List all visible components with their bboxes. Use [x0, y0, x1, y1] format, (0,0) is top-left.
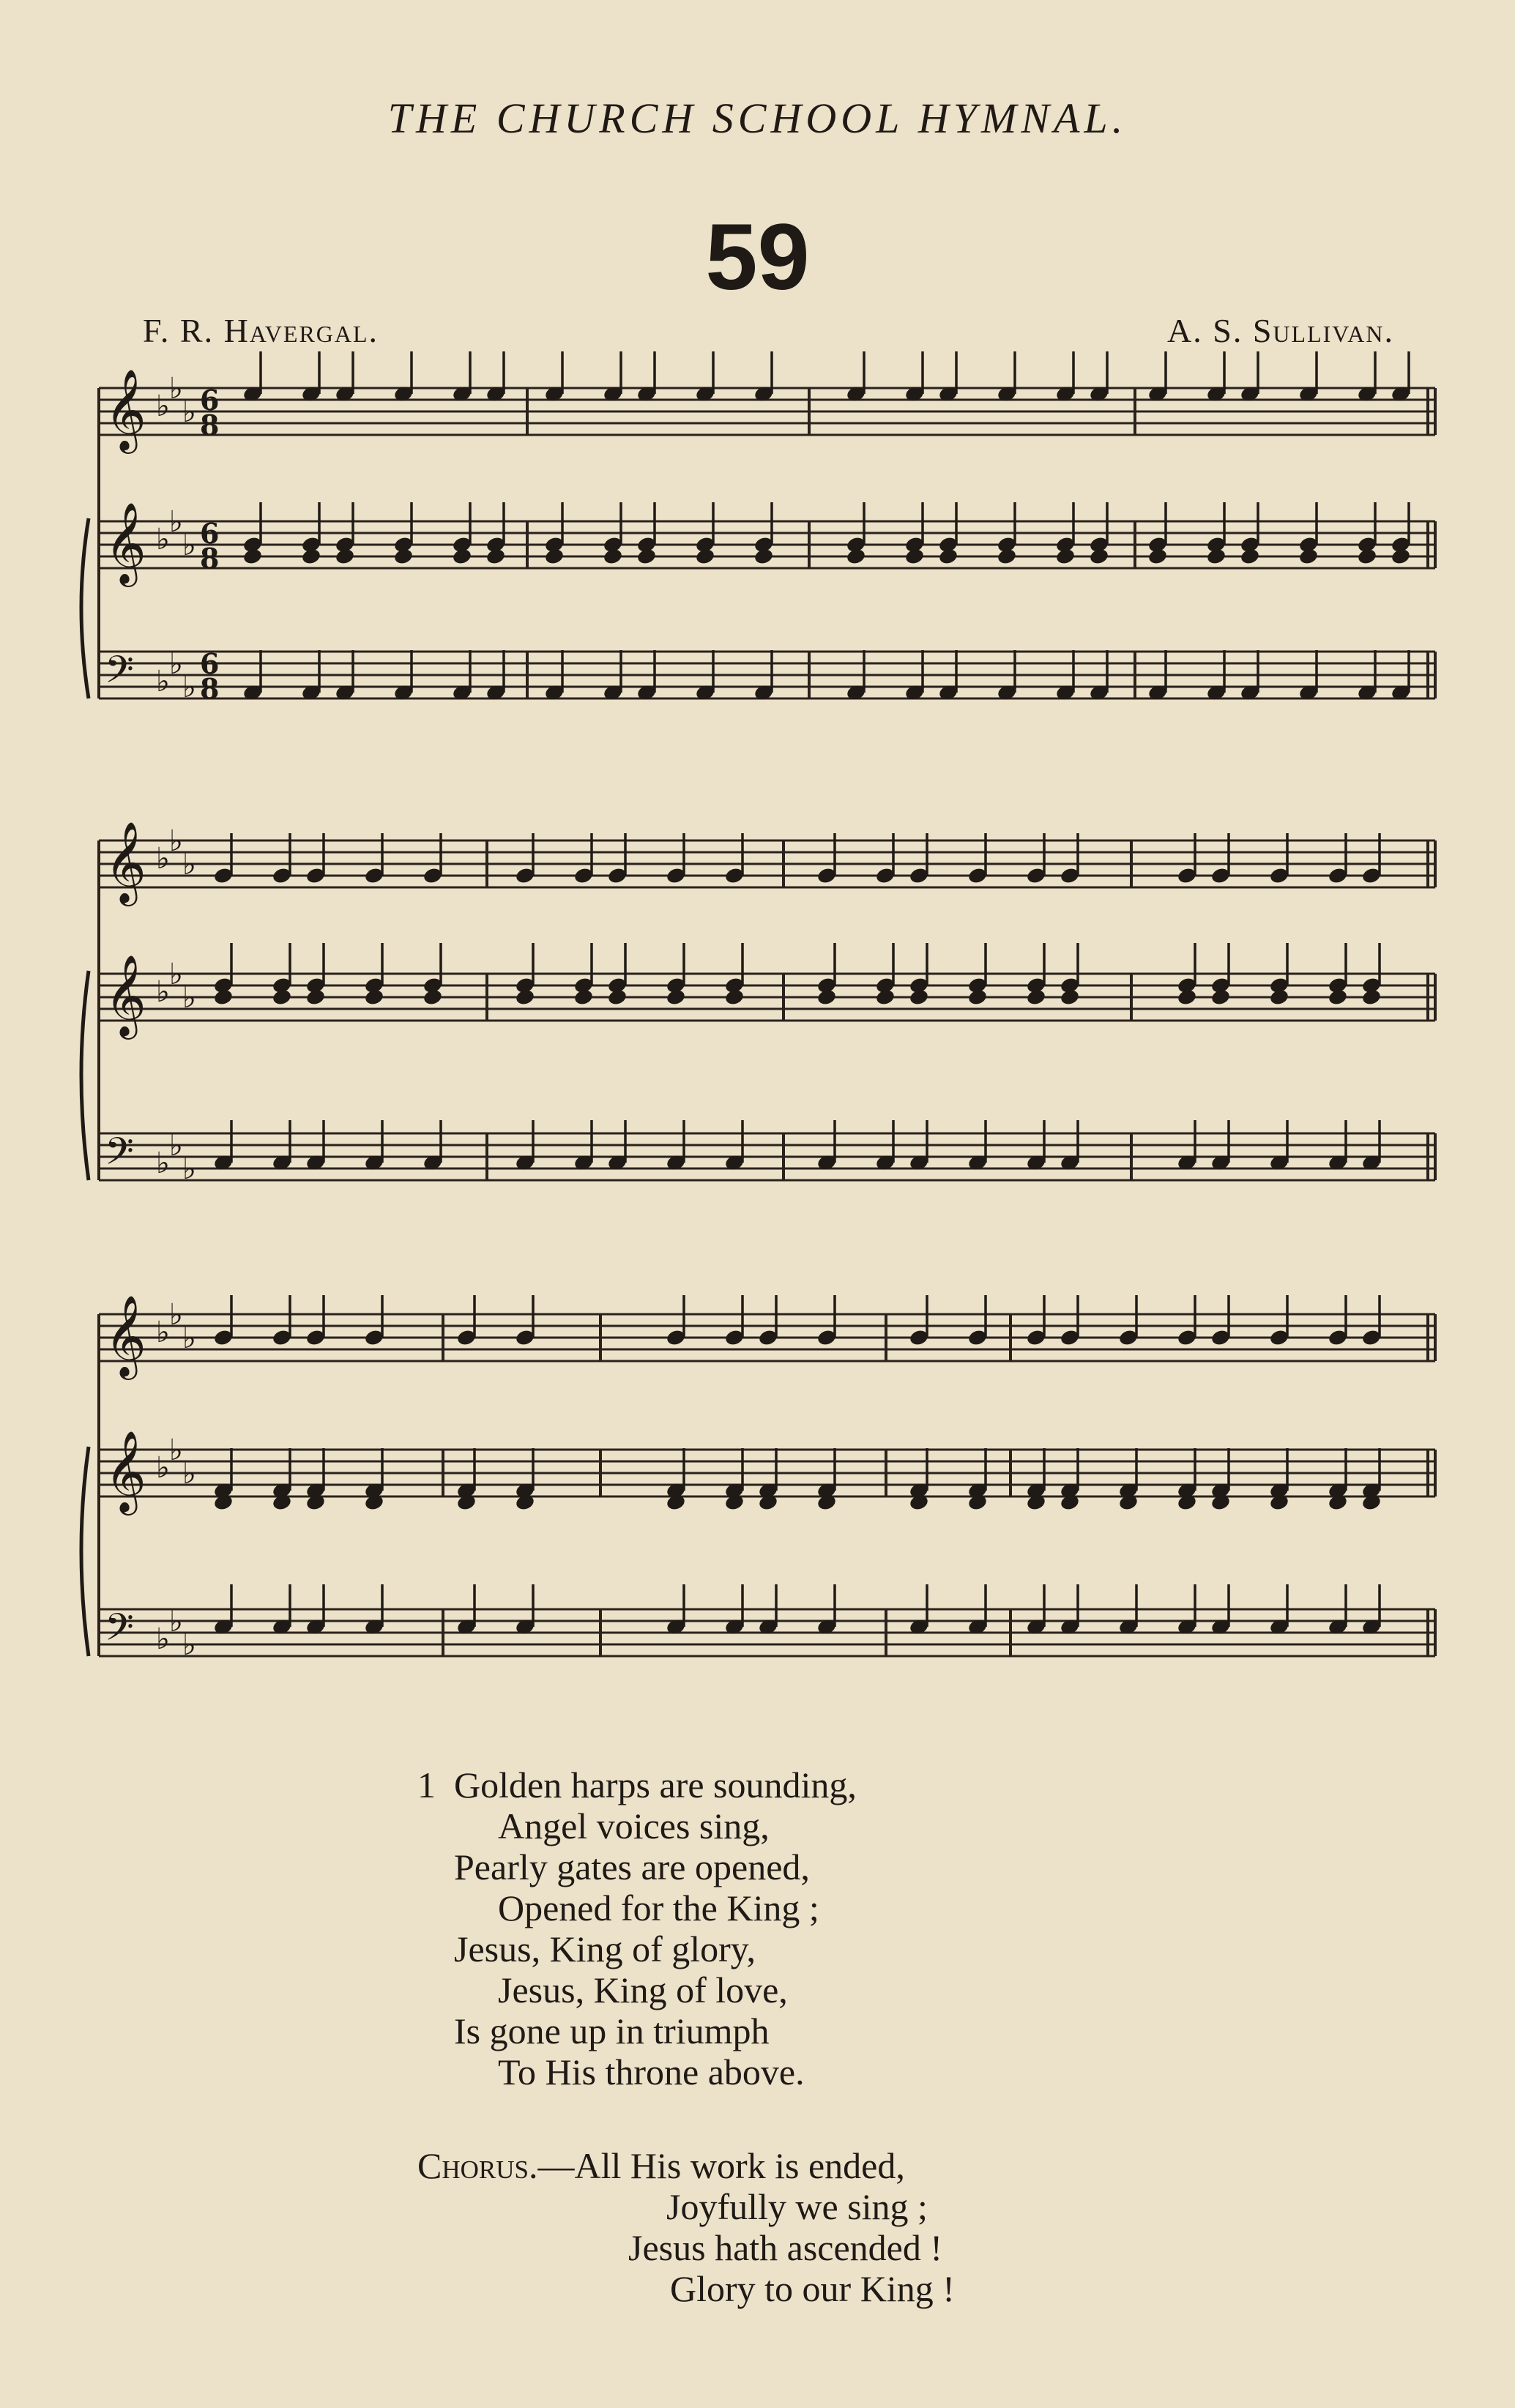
- chorus-dash: —: [537, 2145, 575, 2186]
- flat-icon: ♭: [156, 389, 170, 423]
- chorus-line: Joyfully we sing ;: [666, 2186, 928, 2227]
- hymn-number: 59: [705, 205, 810, 310]
- note-head: [666, 988, 687, 1006]
- flat-icon: ♭: [156, 1147, 170, 1180]
- brace: [81, 1447, 89, 1656]
- bass-clef-icon: 𝄢: [105, 1129, 134, 1182]
- note-head: [1177, 988, 1198, 1006]
- bass-clef-icon: 𝄢: [105, 647, 134, 701]
- note-head: [1147, 547, 1169, 565]
- note-head: [938, 547, 959, 565]
- note-head: [301, 547, 322, 565]
- chorus-line: Glory to our King !: [670, 2268, 955, 2309]
- flat-icon: ♭: [182, 395, 196, 429]
- chorus-line: Jesus hath ascended !: [628, 2227, 943, 2268]
- flat-icon: ♭: [182, 1152, 196, 1186]
- flat-icon: ♭: [169, 647, 183, 681]
- flat-icon: ♭: [169, 1298, 183, 1332]
- flat-icon: ♭: [182, 671, 196, 704]
- chorus-label: Chorus.: [417, 2145, 538, 2186]
- note-head: [1361, 988, 1382, 1006]
- note-head: [1357, 547, 1378, 565]
- time-signature-bottom: 8: [200, 409, 220, 441]
- note-head: [967, 988, 989, 1006]
- composer-credit: A. S. Sullivan.: [1167, 312, 1394, 349]
- note-head: [423, 988, 444, 1006]
- author-credit: F. R. Havergal.: [143, 312, 379, 349]
- note-head: [485, 547, 507, 565]
- verse-line: Opened for the King ;: [498, 1887, 819, 1928]
- note-head: [1269, 988, 1290, 1006]
- time-signature-bottom: 8: [200, 542, 220, 575]
- flat-icon: ♭: [156, 523, 170, 556]
- note-head: [1055, 547, 1076, 565]
- note-head: [1089, 547, 1110, 565]
- note-head: [544, 547, 565, 565]
- time-signature-top: 6: [200, 647, 220, 680]
- flat-icon: ♭: [169, 505, 183, 539]
- verse-number: 1: [417, 1764, 436, 1805]
- chorus-line: Chorus.—All His work is ended,: [417, 2145, 905, 2186]
- note-head: [1060, 988, 1081, 1006]
- flat-icon: ♭: [156, 1622, 170, 1656]
- time-signature-top: 6: [200, 517, 220, 550]
- flat-icon: ♭: [182, 981, 196, 1015]
- verse-line: Jesus, King of love,: [498, 1969, 788, 2010]
- verse-line: Angel voices sing,: [498, 1805, 770, 1846]
- treble-clef-icon: 𝄞: [105, 368, 146, 450]
- flat-icon: ♭: [182, 848, 196, 881]
- note-head: [335, 547, 356, 565]
- flat-icon: ♭: [156, 1451, 170, 1485]
- verse-line: 1 Golden harps are sounding,: [417, 1764, 857, 1805]
- flat-icon: ♭: [156, 975, 170, 1009]
- note-head: [904, 547, 926, 565]
- note-head: [875, 988, 896, 1006]
- flat-icon: ♭: [182, 1457, 196, 1491]
- brace: [81, 971, 89, 1180]
- treble-clef-icon: 𝄞: [105, 821, 146, 903]
- note-head: [1391, 547, 1412, 565]
- note-head: [213, 988, 234, 1006]
- note-head: [607, 988, 628, 1006]
- note-head: [364, 988, 385, 1006]
- note-head: [272, 988, 293, 1006]
- verse-line: Is gone up in triumph: [454, 2010, 770, 2051]
- verse-line: Jesus, King of glory,: [454, 1928, 756, 1969]
- flat-icon: ♭: [169, 372, 183, 406]
- running-title: THE CHURCH SCHOOL HYMNAL.: [387, 94, 1128, 142]
- note-head: [997, 547, 1018, 565]
- brace: [81, 518, 89, 698]
- flat-icon: ♭: [182, 1322, 196, 1355]
- flat-icon: ♭: [156, 665, 170, 698]
- flat-icon: ♭: [169, 1129, 183, 1163]
- note-head: [724, 988, 745, 1006]
- verse-line: To His throne above.: [498, 2051, 805, 2092]
- note-head: [515, 988, 536, 1006]
- flat-icon: ♭: [182, 529, 196, 562]
- bass-clef-icon: 𝄢: [105, 1605, 134, 1658]
- flat-icon: ♭: [169, 1605, 183, 1639]
- note-head: [1298, 547, 1319, 565]
- note-head: [753, 547, 775, 565]
- note-head: [573, 988, 595, 1006]
- flat-icon: ♭: [169, 1434, 183, 1467]
- treble-clef-icon: 𝄞: [105, 1294, 146, 1376]
- note-head: [1328, 988, 1349, 1006]
- flat-icon: ♭: [169, 958, 183, 991]
- note-head: [636, 547, 658, 565]
- flat-icon: ♭: [156, 1316, 170, 1349]
- note-head: [1210, 988, 1232, 1006]
- chorus: [417, 2145, 955, 2309]
- flat-icon: ♭: [156, 842, 170, 876]
- note-head: [393, 547, 414, 565]
- note-head: [909, 988, 930, 1006]
- time-signature-bottom: 8: [200, 672, 220, 705]
- note-head: [1026, 988, 1047, 1006]
- treble-clef-icon: 𝄞: [105, 1430, 146, 1512]
- note-head: [816, 988, 838, 1006]
- flat-icon: ♭: [169, 824, 183, 858]
- verse-1: [417, 1764, 857, 2092]
- time-signature-top: 6: [200, 384, 220, 417]
- verse-line: Pearly gates are opened,: [454, 1846, 810, 1887]
- note-head: [305, 988, 327, 1006]
- note-head: [452, 547, 473, 565]
- note-head: [1206, 547, 1227, 565]
- treble-clef-icon: 𝄞: [105, 954, 146, 1036]
- note-head: [603, 547, 624, 565]
- flat-icon: ♭: [182, 1628, 196, 1662]
- note-head: [695, 547, 716, 565]
- note-head: [1240, 547, 1261, 565]
- note-head: [846, 547, 867, 565]
- treble-clef-icon: 𝄞: [105, 502, 146, 584]
- note-head: [242, 547, 264, 565]
